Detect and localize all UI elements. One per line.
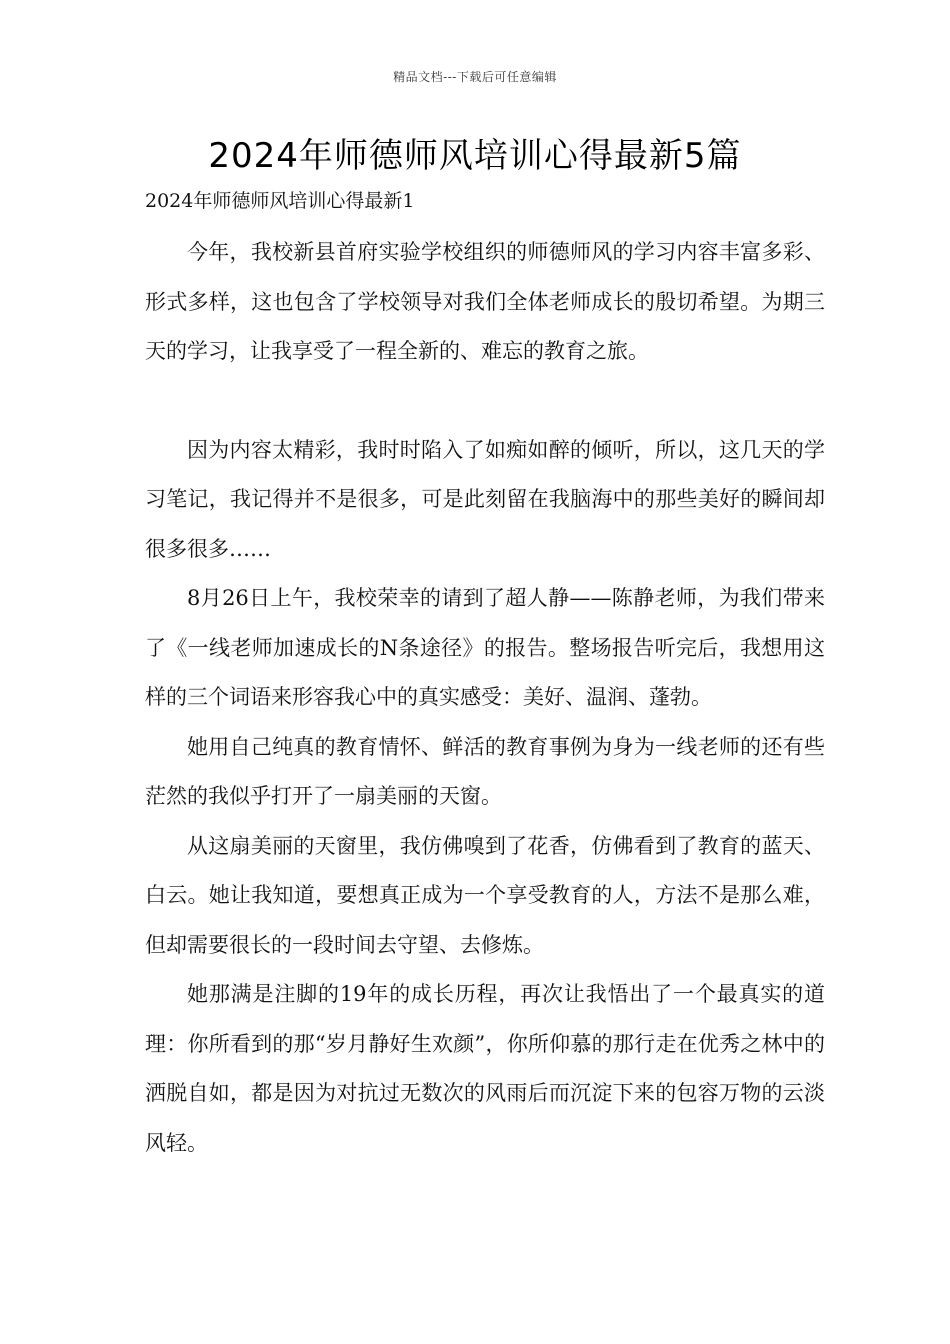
paragraph: 今年，我校新县首府实验学校组织的师德师风的学习内容丰富多彩、形式多样，这也包含了学校领导对我们全体老师成长的殷切希望。为期三天的学习，让我享受了一程全新的、难忘的教育之旅。: [145, 240, 825, 363]
paragraph: 从这扇美丽的天窗里，我仿佛嗅到了花香，仿佛看到了教育的蓝天、白云。她让我知道，要想真正成为一个享受教育的人，方法不是那么难，但却需要很长的一段时间去守望、去修炼。: [145, 833, 825, 957]
paragraph: 8月26日上午，我校荣幸的请到了超人静——陈静老师，为我们带来了《一线老师加速成长的N条途径》的报告。整场报告听完后，我想用这样的三个词语来形容我心中的真实感受：美好、温润、蓬勃。: [145, 586, 825, 709]
paragraph: 她用自己纯真的教育情怀、鲜活的教育事例为身为一线老师的还有些茫然的我似乎打开了一扇美丽的天窗。: [145, 734, 825, 808]
section-subtitle: 2024年师德师风培训心得最新1: [145, 190, 415, 212]
body-text: [145, 228, 825, 1168]
document-title: 2024年师德师风培训心得最新5篇: [208, 136, 742, 176]
paragraph: 她那满是注脚的19年的成长历程，再次让我悟出了一个最真实的道理：你所看到的那“岁月静好生欢颜”，你所仰慕的那行走在优秀之林中的洒脱自如，都是因为对抗过无数次的风雨后而沉淀下来的包容万物的云淡风轻。: [145, 982, 825, 1155]
paragraph: 因为内容太精彩，我时时陷入了如痴如醉的倾听，所以，这几天的学习笔记，我记得并不是很多，可是此刻留在我脑海中的那些美好的瞬间却很多很多……: [145, 437, 825, 561]
header-note: 精品文档---下载后可任意编辑: [393, 70, 557, 84]
